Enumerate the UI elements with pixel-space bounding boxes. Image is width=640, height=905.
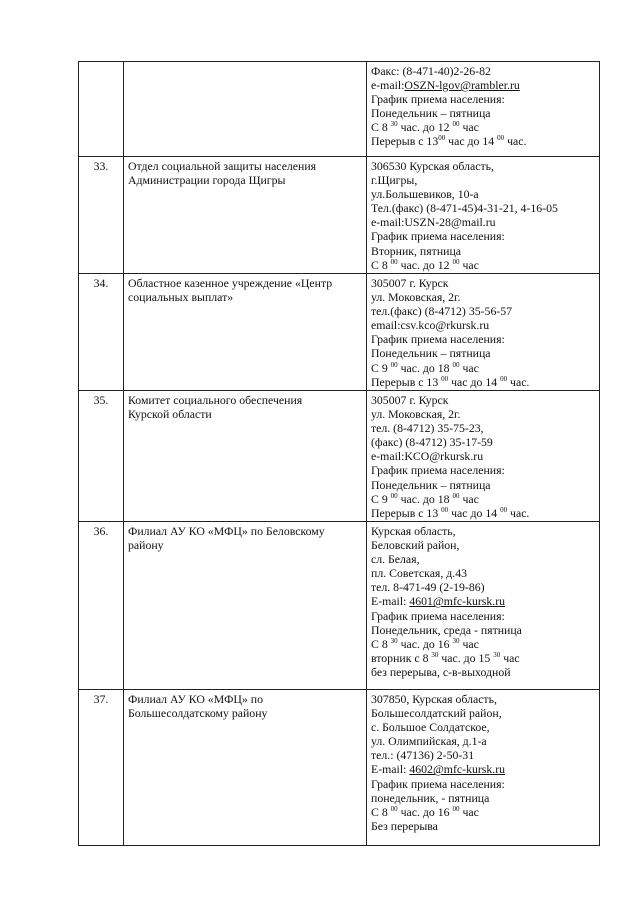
contact-line bbox=[371, 92, 595, 106]
contact-info bbox=[367, 522, 600, 690]
time-superscript: 00 bbox=[390, 804, 398, 813]
contact-line bbox=[371, 64, 595, 78]
contact-text: час bbox=[459, 804, 479, 819]
organization-name-line: Филиал АУ КО «МФЦ» по Беловскому bbox=[128, 524, 325, 538]
contact-line bbox=[371, 276, 595, 290]
organization-name-line: Администрации города Щигры bbox=[128, 173, 286, 188]
contact-line bbox=[371, 777, 595, 791]
time-superscript: 00 bbox=[500, 505, 508, 514]
contact-text: Курская область, bbox=[371, 524, 456, 538]
contact-line bbox=[371, 791, 595, 805]
contact-text: час. до 15 bbox=[438, 650, 494, 665]
table-row bbox=[79, 522, 600, 690]
contact-line bbox=[371, 258, 595, 272]
contact-text: С 8 bbox=[371, 636, 391, 651]
contact-line bbox=[371, 524, 595, 538]
organization-name bbox=[124, 62, 367, 157]
contact-text: час. до 16 bbox=[397, 804, 453, 819]
time-superscript: 00 bbox=[441, 374, 449, 383]
contact-line bbox=[371, 748, 595, 762]
contact-line bbox=[371, 159, 595, 173]
contact-line bbox=[371, 201, 595, 215]
contact-text: час. до 18 bbox=[397, 360, 453, 375]
contact-line bbox=[371, 463, 595, 477]
time-superscript: 00 bbox=[500, 374, 508, 383]
time-superscript: 30 bbox=[431, 650, 439, 659]
time-superscript: 00 bbox=[390, 491, 398, 500]
email-link[interactable]: 4602@mfc-kursk.ru bbox=[409, 762, 506, 777]
contact-text: С 8 bbox=[371, 120, 391, 135]
row-number: 33. bbox=[79, 157, 124, 274]
table-row bbox=[79, 690, 600, 846]
contact-line bbox=[371, 173, 595, 187]
contact-info bbox=[367, 690, 600, 846]
contact-line bbox=[371, 435, 595, 449]
contact-text: ул.Большевиков, 10-а bbox=[371, 187, 479, 202]
contact-line bbox=[371, 106, 595, 120]
time-superscript: 30 bbox=[452, 636, 460, 645]
contact-line bbox=[371, 346, 595, 360]
organization-name-line: району bbox=[128, 538, 164, 553]
contact-line bbox=[371, 304, 595, 318]
contact-text: час до 14 bbox=[445, 134, 498, 149]
contact-text: час. bbox=[507, 505, 530, 520]
contact-text: г.Щигры, bbox=[371, 173, 418, 188]
contact-line bbox=[371, 318, 595, 332]
contact-text: E-mail: bbox=[371, 762, 410, 777]
contact-line bbox=[371, 215, 595, 229]
contact-text: час. bbox=[504, 134, 527, 149]
contact-line bbox=[371, 421, 595, 435]
contact-line bbox=[371, 651, 595, 665]
contact-line bbox=[371, 720, 595, 734]
organization-name bbox=[124, 157, 367, 274]
contact-text: 307850, Курская область, bbox=[371, 692, 497, 706]
time-superscript: 00 bbox=[390, 360, 398, 369]
contact-text: тел.(факс) (8-4712) 35-56-57 bbox=[371, 304, 513, 319]
contact-text: час до 14 bbox=[448, 505, 501, 520]
contact-text: Большесолдатский район, bbox=[371, 706, 502, 721]
contact-line bbox=[371, 706, 595, 720]
contact-info bbox=[367, 391, 600, 522]
contact-info bbox=[367, 274, 600, 391]
organization-name-line: Филиал АУ КО «МФЦ» по bbox=[128, 692, 263, 706]
contact-info bbox=[367, 157, 600, 274]
organization-name bbox=[124, 522, 367, 690]
email-link[interactable]: OSZN-lgov@rambler.ru bbox=[404, 78, 520, 93]
time-superscript: 00 bbox=[452, 360, 460, 369]
contact-text: График приема населения: bbox=[371, 463, 505, 478]
contact-line bbox=[371, 637, 595, 651]
contact-line bbox=[371, 734, 595, 748]
organization-name bbox=[124, 690, 367, 846]
contact-text: ул. Моковская, 2г. bbox=[371, 407, 461, 422]
organization-name-line: Отдел социальной защиты населения bbox=[128, 159, 317, 173]
table-row bbox=[79, 391, 600, 522]
row-number: 35. bbox=[79, 391, 124, 522]
contact-text: График приема населения: bbox=[371, 92, 505, 107]
time-superscript: 00 bbox=[452, 491, 460, 500]
contact-text: С 9 bbox=[371, 491, 391, 506]
contact-text: час bbox=[500, 650, 520, 665]
row-number bbox=[79, 62, 124, 157]
time-superscript: 00 bbox=[438, 134, 446, 143]
organization-name-line: Областное казенное учреждение «Центр bbox=[128, 276, 333, 290]
time-superscript: 00 bbox=[441, 505, 449, 514]
contact-text: (факс) (8-4712) 35-17-59 bbox=[371, 435, 493, 450]
contact-text: С 8 bbox=[371, 257, 391, 272]
contact-line bbox=[371, 580, 595, 594]
table-body bbox=[79, 62, 600, 846]
contact-text: График приема населения: bbox=[371, 229, 505, 244]
contact-line bbox=[371, 566, 595, 580]
contact-line bbox=[371, 120, 595, 134]
time-superscript: 30 bbox=[390, 636, 398, 645]
contact-text: График приема населения: bbox=[371, 332, 505, 347]
contact-text: e-mail:USZN-28@mail.ru bbox=[371, 215, 496, 230]
contact-text: Факс: (8-471-40)2-26-82 bbox=[371, 64, 491, 78]
contact-text: Перерыв с 13 bbox=[371, 374, 442, 389]
contact-text: Вторник, пятница bbox=[371, 243, 461, 258]
contact-text: без перерыва, с-в-выходной bbox=[371, 664, 511, 679]
contact-text: e-mail:KCO@rkursk.ru bbox=[371, 449, 484, 464]
contact-text: 305007 г. Курск bbox=[371, 393, 449, 407]
email-link[interactable]: 4601@mfc-kursk.ru bbox=[409, 594, 506, 609]
contact-text: тел.: (47136) 2-50-31 bbox=[371, 748, 475, 763]
contact-text: вторник с 8 bbox=[371, 650, 432, 665]
contact-line bbox=[371, 375, 595, 389]
contact-line bbox=[371, 538, 595, 552]
contact-text: С 9 bbox=[371, 360, 391, 375]
contact-text: час bbox=[459, 120, 479, 135]
organization-name-line: социальных выплат» bbox=[128, 290, 234, 305]
contact-line bbox=[371, 290, 595, 304]
contact-text: Понедельник – пятница bbox=[371, 477, 491, 492]
contact-text: час. до 18 bbox=[397, 491, 453, 506]
contact-text: час. bbox=[507, 374, 530, 389]
contact-line bbox=[371, 187, 595, 201]
contact-text: График приема населения: bbox=[371, 776, 505, 791]
contact-line bbox=[371, 819, 595, 833]
row-number: 37. bbox=[79, 690, 124, 846]
contact-line bbox=[371, 609, 595, 623]
time-superscript: 00 bbox=[452, 120, 460, 129]
row-number: 34. bbox=[79, 274, 124, 391]
contact-line bbox=[371, 134, 595, 148]
organization-name bbox=[124, 274, 367, 391]
contact-text: 305007 г. Курск bbox=[371, 276, 449, 290]
contact-text: Беловский район, bbox=[371, 538, 460, 553]
contact-text: ул. Моковская, 2г. bbox=[371, 290, 461, 305]
table-row bbox=[79, 157, 600, 274]
table-row bbox=[79, 274, 600, 391]
table-row bbox=[79, 62, 600, 157]
contact-text: тел. (8-4712) 35-75-23, bbox=[371, 421, 484, 436]
contact-line bbox=[371, 244, 595, 258]
contact-text: понедельник, - пятница bbox=[371, 790, 490, 805]
contact-text: ул. Олимпийская, д.1-а bbox=[371, 734, 487, 749]
contact-text: тел. 8-471-49 (2-19-86) bbox=[371, 580, 485, 595]
contact-text: С 8 bbox=[371, 804, 391, 819]
contact-text: час bbox=[459, 257, 479, 272]
contact-text: сл. Белая, bbox=[371, 552, 420, 567]
contact-text: час. до 12 bbox=[397, 120, 453, 135]
contact-line bbox=[371, 478, 595, 492]
contact-text: E-mail: bbox=[371, 594, 410, 609]
services-table bbox=[78, 61, 600, 846]
contact-line bbox=[371, 449, 595, 463]
contact-text: час bbox=[459, 491, 479, 506]
contact-line bbox=[371, 393, 595, 407]
contact-line bbox=[371, 692, 595, 706]
contact-line bbox=[371, 762, 595, 776]
contact-text: Понедельник, среда - пятница bbox=[371, 622, 522, 637]
contact-info bbox=[367, 62, 600, 157]
organization-name-line: Курской области bbox=[128, 407, 212, 422]
time-superscript: 00 bbox=[452, 257, 460, 266]
contact-text: час. до 12 bbox=[397, 257, 453, 272]
contact-text: 306530 Курская область, bbox=[371, 159, 494, 173]
contact-text: с. Большое Солдатское, bbox=[371, 720, 490, 735]
contact-line bbox=[371, 506, 595, 520]
contact-text: Перерыв с 13 bbox=[371, 134, 439, 149]
organization-name-line: Большесолдатскому району bbox=[128, 706, 268, 721]
contact-line bbox=[371, 665, 595, 679]
contact-line bbox=[371, 332, 595, 346]
contact-line bbox=[371, 407, 595, 421]
contact-text: Понедельник – пятница bbox=[371, 106, 491, 121]
contact-text: Перерыв с 13 bbox=[371, 505, 442, 520]
contact-text: email:csv.kco@rkursk.ru bbox=[371, 318, 490, 333]
organization-name bbox=[124, 391, 367, 522]
contact-text: Без перерыва bbox=[371, 818, 438, 833]
contact-text: Понедельник – пятница bbox=[371, 346, 491, 361]
row-number: 36. bbox=[79, 522, 124, 690]
contact-text: час bbox=[459, 360, 479, 375]
contact-line bbox=[371, 805, 595, 819]
time-superscript: 30 bbox=[493, 650, 501, 659]
contact-line bbox=[371, 623, 595, 637]
contact-line bbox=[371, 229, 595, 243]
contact-text: час bbox=[459, 636, 479, 651]
time-superscript: 00 bbox=[452, 804, 460, 813]
time-superscript: 00 bbox=[390, 257, 398, 266]
contact-text: час до 14 bbox=[448, 374, 501, 389]
contact-line bbox=[371, 78, 595, 92]
time-superscript: 00 bbox=[497, 134, 505, 143]
contact-text: Тел.(факс) (8-471-45)4-31-21, 4-16-05 bbox=[371, 201, 558, 216]
contact-text: e-mail: bbox=[371, 78, 405, 93]
organization-name-line: Комитет социального обеспечения bbox=[128, 393, 303, 407]
contact-line bbox=[371, 552, 595, 566]
contact-line bbox=[371, 594, 595, 608]
contact-text: пл. Советская, д.43 bbox=[371, 566, 467, 581]
contact-text: График приема населения: bbox=[371, 608, 505, 623]
contact-line bbox=[371, 361, 595, 375]
contact-line bbox=[371, 492, 595, 506]
time-superscript: 30 bbox=[390, 120, 398, 129]
contact-text: час. до 16 bbox=[397, 636, 453, 651]
